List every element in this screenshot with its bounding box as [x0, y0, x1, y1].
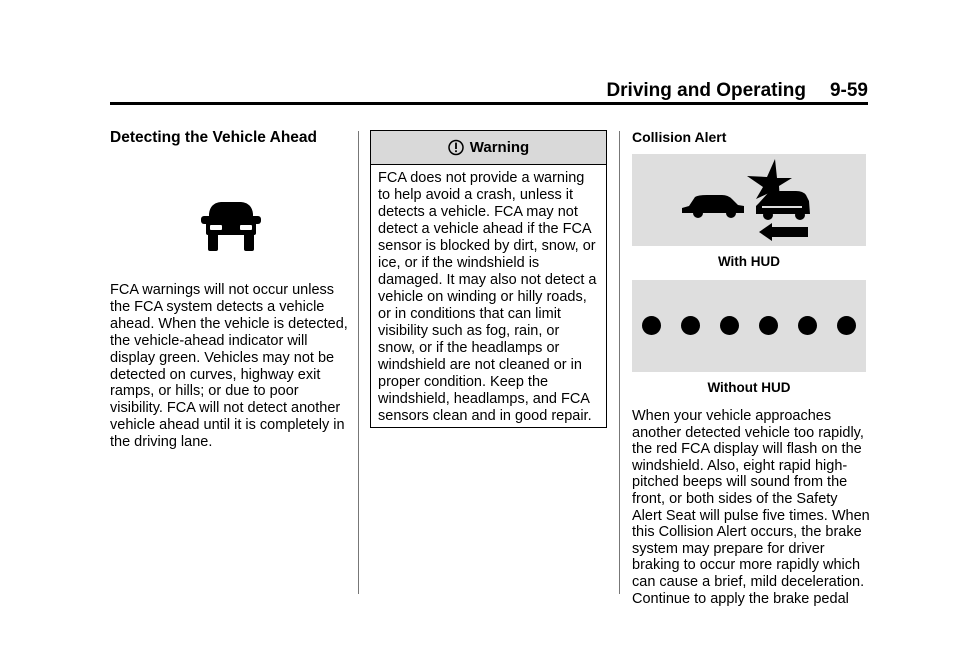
header-section-title: Driving and Operating: [606, 80, 806, 101]
left-column: [110, 128, 350, 451]
led-dot: [837, 316, 856, 335]
led-dot: [642, 316, 661, 335]
header-rule: [110, 102, 868, 105]
page-header: [606, 80, 868, 102]
warning-symbol-icon: [448, 139, 464, 156]
figure-caption: Without HUD: [707, 380, 791, 395]
body-paragraph: FCA warnings will not occur unless the FCA system detects a vehicle ahead. When the vehicle is detected, the vehicle-ahead indicator will display green. Vehicles may not be detected on curves, highway exit ramps, or hills; or due to poor visibility. FCA will not detect another vehicle ahead until it is completely in the driving lane.: [110, 282, 348, 451]
body-paragraph: When your vehicle approaches another detected vehicle too rapidly, the red FCA display will flash on the windshield. Also, eight rapid high-pitched beeps will sound from the front, or both sides of the Safety Alert Seat will pulse five times. When this Collision Alert occurs, the brake system may prepare for driver braking to occur more rapidly which can cause a brief, mild deceleration. Continue to apply the brake pedal: [632, 408, 870, 607]
warning-box: [370, 130, 607, 428]
led-dot: [798, 316, 817, 335]
led-dot: [759, 316, 778, 335]
led-dots-icon: [642, 316, 856, 335]
without-hud-figure: [632, 280, 866, 372]
collision-alert-icon: [632, 154, 866, 246]
warning-text: FCA does not provide a warning to help avoid a crash, unless it detects a vehicle. FCA may not detect a vehicle ahead if the FCA sensor is blocked by dirt, snow, or ice, or if the windshield is damaged. It may also not detect a vehicle on winding or hilly roads, or in conditions that can limit visibility such as fog, rain, or snow, or if the headlamps or windshield are not cleaned or in proper condition. Keep the windshield, headlamps, and FCA sensors clean and in good repair.: [378, 170, 597, 424]
warning-header: [371, 131, 606, 165]
led-dot: [720, 316, 739, 335]
with-hud-figure: [632, 154, 866, 246]
section-title: Detecting the Vehicle Ahead: [110, 129, 318, 146]
warning-title: Warning: [469, 139, 530, 156]
column-divider: [358, 131, 359, 594]
led-dot: [681, 316, 700, 335]
page-number: 9-59: [829, 80, 868, 101]
vehicle-ahead-icon: [200, 200, 262, 252]
right-column: [632, 128, 870, 607]
figure-caption: With HUD: [717, 254, 781, 269]
subsection-title: Collision Alert: [632, 129, 727, 145]
column-divider: [619, 131, 620, 594]
